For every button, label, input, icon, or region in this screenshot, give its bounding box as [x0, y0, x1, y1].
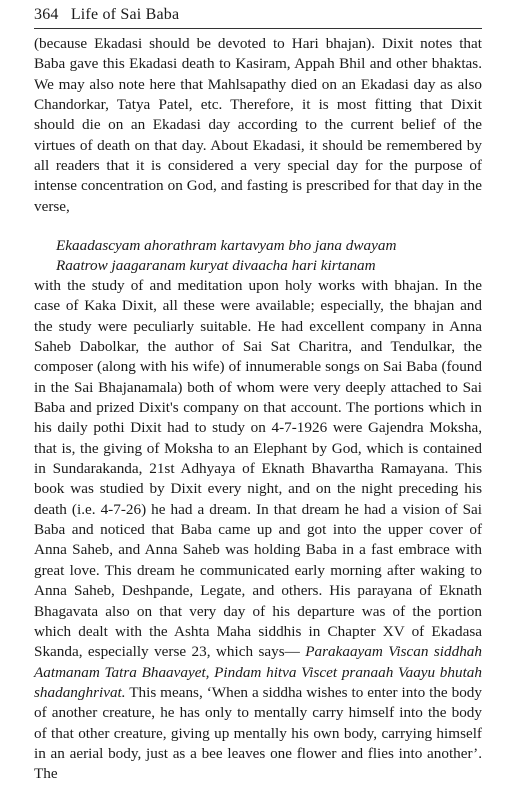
book-title: Life of Sai Baba — [70, 6, 180, 23]
running-header — [34, 6, 179, 24]
verse-line-1: Ekaadascyam ahorathram kartavyam bho jana dwayam — [56, 237, 397, 254]
sanskrit-verse — [56, 236, 476, 276]
page-number: 364 — [34, 6, 59, 23]
paragraph-2-text — [34, 276, 482, 785]
paragraph-2 — [34, 276, 482, 785]
paragraph-2-text-b: This means, ‘When a siddha wishes to enter into the body of another creature, he has only to mentally carry himself into the body of that other creature, giving up mentally his own body, carrying himself in an aerial body, just as a bee leaves one flower and flies into another’. The — [34, 683, 482, 783]
verse-line-2: Raatrow jaagaranam kuryat divaacha hari kirtanam — [56, 257, 376, 274]
paragraph-1 — [34, 34, 482, 217]
paragraph-1-text: (because Ekadasi should be devoted to Hari bhajan). Dixit notes that Baba gave this Ekadasi death to Kasiram, Appah Bhil and other bhaktas. We may also note here that Mahlsapathy died on an Ekadasi day as also Chandorkar, Tatya Patel, etc. Therefore, it is most fitting that Dixit should die on an Ekadasi day according to the current belief of the virtues of death on that day. About Ekadasi, it should be remembered by all readers that it is considered a very special day for the purpose of intense concentration on God, and fasting is prescribed for that day in the verse, — [34, 35, 482, 215]
bhagavata-quote: Parakaayam Viscan siddhah Aatmanam Tatra Bhaavayet, Pindam hitva Viscet pranaah Vaayu bhutah shadanghrivat. — [34, 643, 482, 701]
paragraph-2-text-a: with the study of and meditation upon holy works with bhajan. In the case of Kaka Dixit, all these were available; especially, the bhajan and the study were peculiarly suitable. He had excellent company in Anna Saheb Dabolkar, the author of Sai Sat Charitra, and Tendulkar, the composer (along with his wife) of innumerable songs on Sai Baba (found in the Sai Bhajanamala) both of whom were very deeply attached to Sai Baba and prized Dixit's company on that account. The portions which in his daily pothi Dixit had to study on 4-7-1926 were Gajendra Moksha, that is, the giving of Moksha to an Elephant by God, which is contained in Sundarakanda, 21st Adhyaya of Eknath Bhavartha Ramayana. This book was studied by Dixit every night, and on the night preceding his death (i.e. 4-7-26) he had a dream. In that dream he had a vision of Sai Baba and noticed that Baba came up and got into the upper cover of Anna Saheb, and Anna Saheb was holding Baba in a fast embrace with great love. This dream he communicated early morning after waking to Anna Saheb, Deshpande, Legate, and others. His parayana of Eknath Bhagavata also on that very day of his departure was of the portion which dealt with the Ashta Maha siddhis in Chapter XV of Ekadasa Skanda, especially verse 23, which says— — [34, 277, 482, 661]
header-rule — [34, 28, 482, 29]
